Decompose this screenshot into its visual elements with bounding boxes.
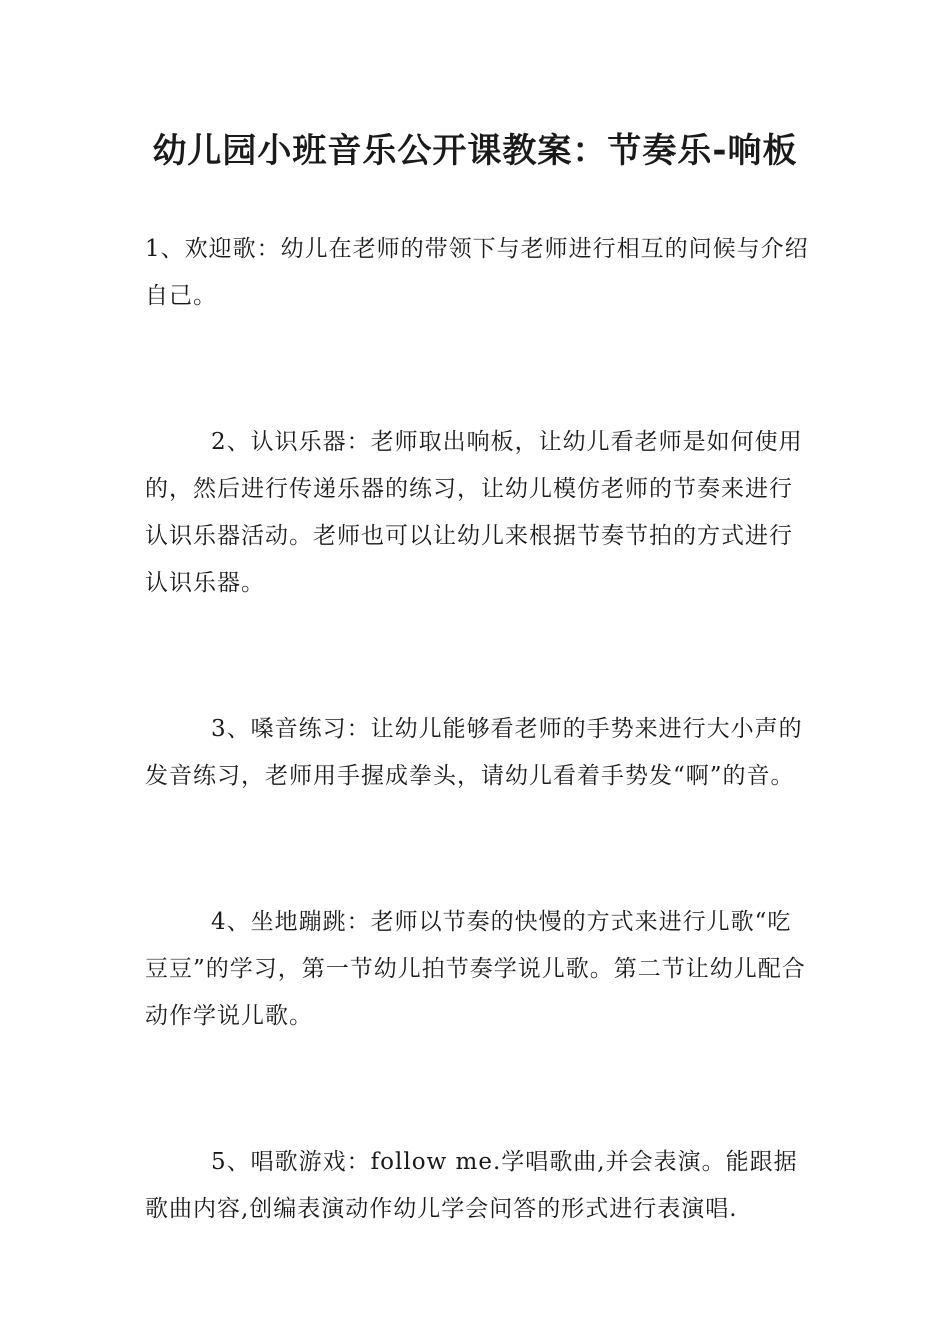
paragraph-voice-practice: 3、嗓音练习：让幼儿能够看老师的手势来进行大小声的发音练习，老师用手握成拳头，请幼儿看着手势发“啊”的音。	[145, 716, 803, 789]
paragraph-welcome-song: 1、欢迎歌：幼儿在老师的带领下与老师进行相互的问候与介绍自己。	[145, 236, 809, 309]
document-title: 幼儿园小班音乐公开课教案：节奏乐-响板	[152, 131, 798, 171]
paragraph-sit-and-jump: 4、坐地蹦跳：老师以节奏的快慢的方式来进行儿歌“吃豆豆”的学习，第一节幼儿拍节奏学说儿歌。第二节让幼儿配合动作学说儿歌。	[145, 909, 806, 1029]
document-body	[145, 226, 810, 1332]
paragraph-know-instrument: 2、认识乐器：老师取出响板，让幼儿看老师是如何使用的，然后进行传递乐器的练习，让幼儿模仿老师的节奏来进行认识乐器活动。老师也可以让幼儿来根据节奏节拍的方式进行认识乐器。	[145, 429, 803, 596]
paragraph-song-game: 5、唱歌游戏：follow me.学唱歌曲,并会表演。能跟据歌曲内容,创编表演动作幼儿学会问答的形式进行表演唱.	[145, 1149, 798, 1222]
